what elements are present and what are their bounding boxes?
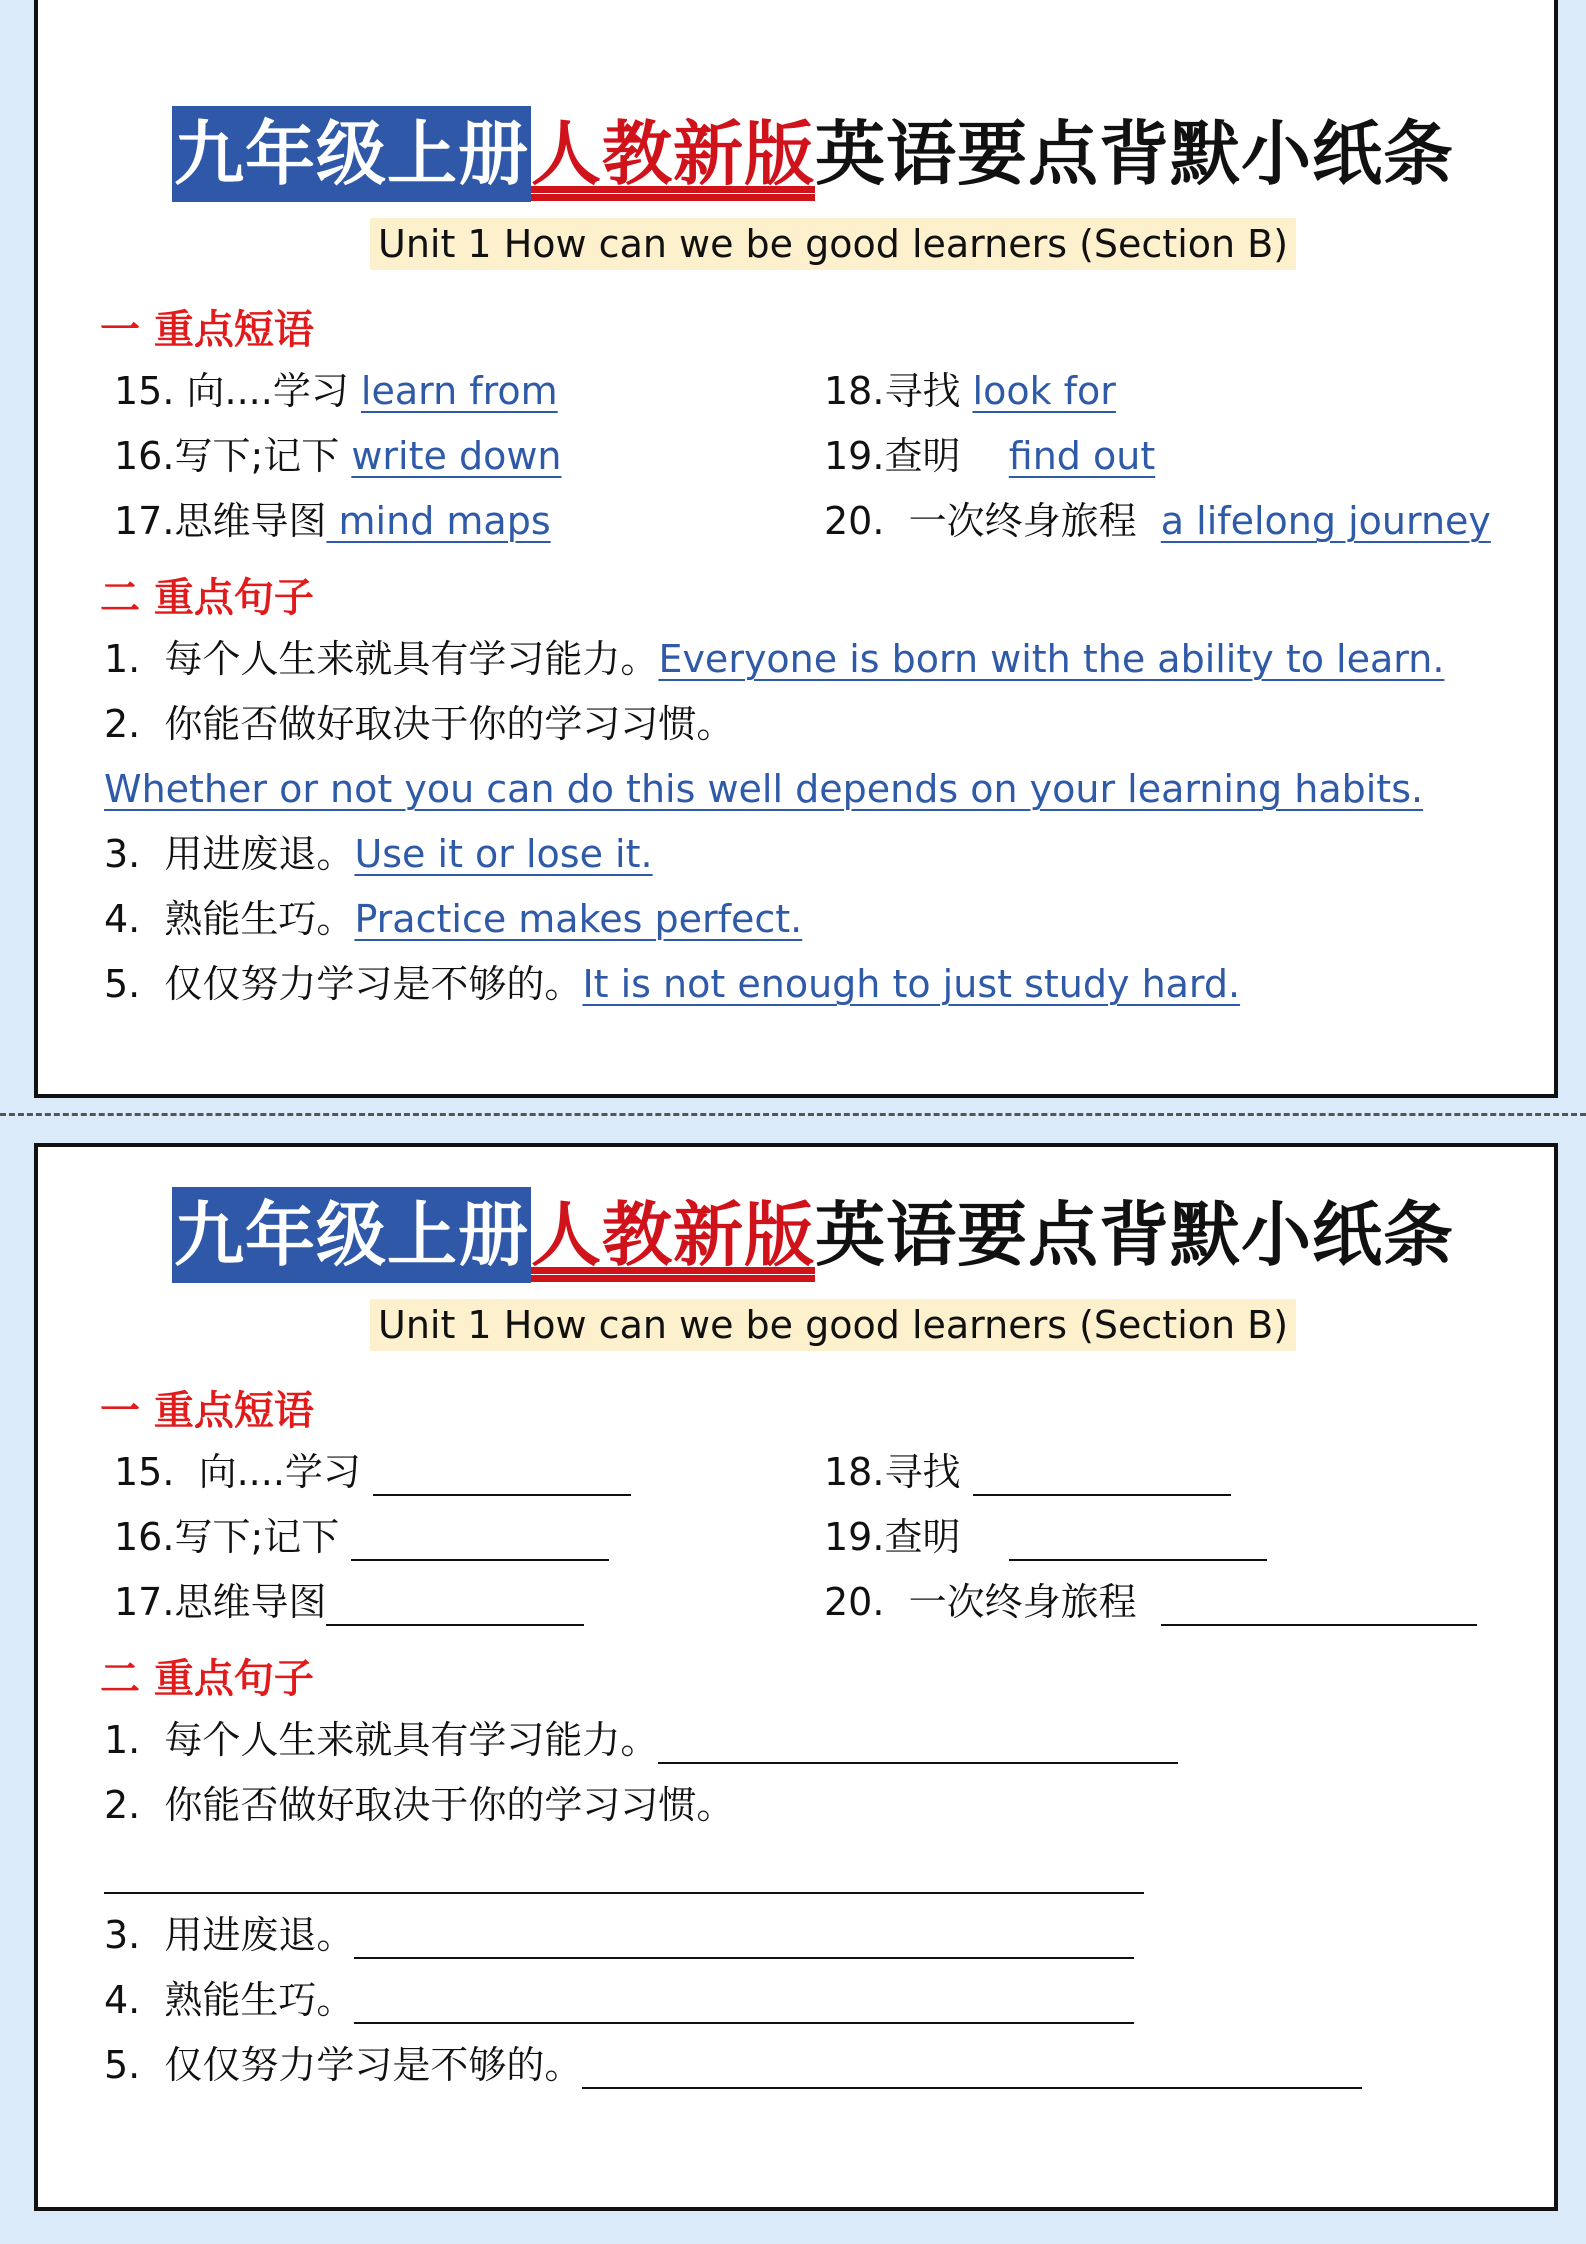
phrase-answer: look for (972, 369, 1116, 413)
phrase-item (114, 367, 558, 415)
title-part-grade: 九年级上册 (172, 106, 531, 202)
sentence-number: 5. (104, 962, 141, 1006)
practice-card (34, 1143, 1558, 2211)
section-sentences-heading: 二 重点句子 (100, 575, 314, 621)
phrase-chinese: 查明 (884, 1515, 1009, 1559)
phrase-number: 19. (824, 1515, 885, 1559)
phrase-number: 17. (114, 499, 175, 543)
phrase-item (824, 1513, 1267, 1561)
phrase-chinese: 思维导图 (174, 1580, 327, 1624)
answer-blank[interactable] (354, 1982, 1134, 2024)
sentence-item (104, 635, 1444, 683)
phrase-number: 18. (824, 369, 885, 413)
sentence-chinese: 仅仅努力学习是不够的。 (140, 2043, 583, 2087)
title-part-topic: 英语要点背默小纸条 (815, 1194, 1454, 1276)
sentence-chinese: 熟能生巧。 (140, 897, 355, 941)
answer-blank[interactable] (1161, 1584, 1477, 1626)
sentence-number: 3. (104, 1913, 141, 1957)
phrase-number: 15. (114, 369, 175, 413)
sentence-chinese: 用进废退。 (140, 832, 355, 876)
section-phrases-heading: 一 重点短语 (100, 307, 314, 353)
phrase-answer: write down (351, 434, 562, 478)
sentence-chinese: 你能否做好取决于你的学习习惯。 (140, 702, 735, 746)
phrase-chinese: 向....学习 (174, 1450, 373, 1494)
sentence-item (104, 960, 1240, 1008)
sentence-item (104, 1976, 1134, 2024)
phrase-number: 17. (114, 1580, 175, 1624)
phrase-item (114, 1448, 631, 1496)
phrase-answer: find out (1008, 434, 1156, 478)
phrase-chinese: 寻找 (884, 1450, 973, 1494)
phrase-item (114, 432, 561, 480)
sentence-answer-line (104, 765, 1423, 813)
sentence-item (104, 700, 734, 748)
phrase-chinese: 查明 (884, 434, 1009, 478)
answer-blank[interactable] (326, 1584, 584, 1626)
phrase-item (824, 432, 1155, 480)
phrase-number: 19. (824, 434, 885, 478)
sentence-item (104, 2041, 1362, 2089)
answer-blank[interactable] (658, 1722, 1178, 1764)
title-part-edition: 人教新版 (531, 113, 815, 195)
phrase-item (824, 1448, 1231, 1496)
phrase-answer: learn from (360, 369, 558, 413)
title-part-grade: 九年级上册 (172, 1187, 531, 1283)
page-title (172, 106, 1454, 202)
sentence-chinese: 用进废退。 (140, 1913, 355, 1957)
phrase-chinese: 一次终身旅程 (884, 499, 1161, 543)
sentence-item (104, 830, 653, 878)
sentence-chinese: 仅仅努力学习是不够的。 (140, 962, 583, 1006)
page-title (172, 1187, 1454, 1283)
sentence-chinese: 熟能生巧。 (140, 1978, 355, 2022)
unit-subtitle: Unit 1 How can we be good learners (Section B) (370, 218, 1296, 270)
phrase-number: 16. (114, 1515, 175, 1559)
phrase-item (114, 497, 551, 545)
sentence-number: 1. (104, 637, 141, 681)
unit-subtitle: Unit 1 How can we be good learners (Section B) (370, 1299, 1296, 1351)
phrase-item (824, 497, 1491, 545)
phrase-number: 15. (114, 1450, 175, 1494)
sentence-item (104, 1716, 1178, 1764)
phrase-number: 20. (824, 1580, 885, 1624)
phrase-item (114, 1578, 584, 1626)
title-part-edition: 人教新版 (531, 1194, 815, 1276)
sentence-answer: Use it or lose it. (354, 832, 653, 876)
cut-line-divider (0, 1113, 1586, 1116)
answer-blank[interactable] (351, 1519, 609, 1561)
sentence-number: 4. (104, 1978, 141, 2022)
sentence-item (104, 1911, 1134, 1959)
answer-blank[interactable] (373, 1454, 631, 1496)
phrase-answer: mind maps (326, 499, 551, 543)
answer-blank[interactable] (1009, 1519, 1267, 1561)
sentence-number: 2. (104, 702, 141, 746)
answer-blank[interactable] (354, 1917, 1134, 1959)
answer-blank[interactable] (582, 2047, 1362, 2089)
sentence-number: 4. (104, 897, 141, 941)
phrase-chinese: 向....学习 (174, 369, 361, 413)
sentence-item (104, 895, 802, 943)
phrase-number: 20. (824, 499, 885, 543)
phrase-item (114, 1513, 609, 1561)
sentence-answer: Everyone is born with the ability to learn. (658, 637, 1445, 681)
sentence-chinese: 你能否做好取决于你的学习习惯。 (140, 1783, 735, 1827)
sentence-number: 1. (104, 1718, 141, 1762)
answer-blank[interactable] (973, 1454, 1231, 1496)
sentence-answer: Whether or not you can do this well depends on your learning habits. (104, 767, 1424, 811)
answer-card (34, 0, 1558, 1098)
title-part-topic: 英语要点背默小纸条 (815, 113, 1454, 195)
phrase-item (824, 1578, 1477, 1626)
sentence-number: 3. (104, 832, 141, 876)
answer-blank[interactable] (104, 1852, 1144, 1894)
sentence-answer: It is not enough to just study hard. (582, 962, 1241, 1006)
sentence-answer: Practice makes perfect. (354, 897, 803, 941)
phrase-chinese: 寻找 (884, 369, 973, 413)
section-phrases-heading: 一 重点短语 (100, 1388, 314, 1434)
phrase-chinese: 写下;记下 (174, 1515, 352, 1559)
sentence-chinese: 每个人生来就具有学习能力。 (140, 637, 659, 681)
phrase-chinese: 一次终身旅程 (884, 1580, 1161, 1624)
section-sentences-heading: 二 重点句子 (100, 1656, 314, 1702)
phrase-answer: a lifelong journey (1160, 499, 1491, 543)
sentence-item (104, 1781, 734, 1829)
phrase-chinese: 思维导图 (174, 499, 327, 543)
sentence-number: 5. (104, 2043, 141, 2087)
sentence-chinese: 每个人生来就具有学习能力。 (140, 1718, 659, 1762)
sentence-number: 2. (104, 1783, 141, 1827)
phrase-number: 18. (824, 1450, 885, 1494)
phrase-item (824, 367, 1116, 415)
sentence-answer-line (104, 1846, 1144, 1894)
phrase-number: 16. (114, 434, 175, 478)
phrase-chinese: 写下;记下 (174, 434, 352, 478)
